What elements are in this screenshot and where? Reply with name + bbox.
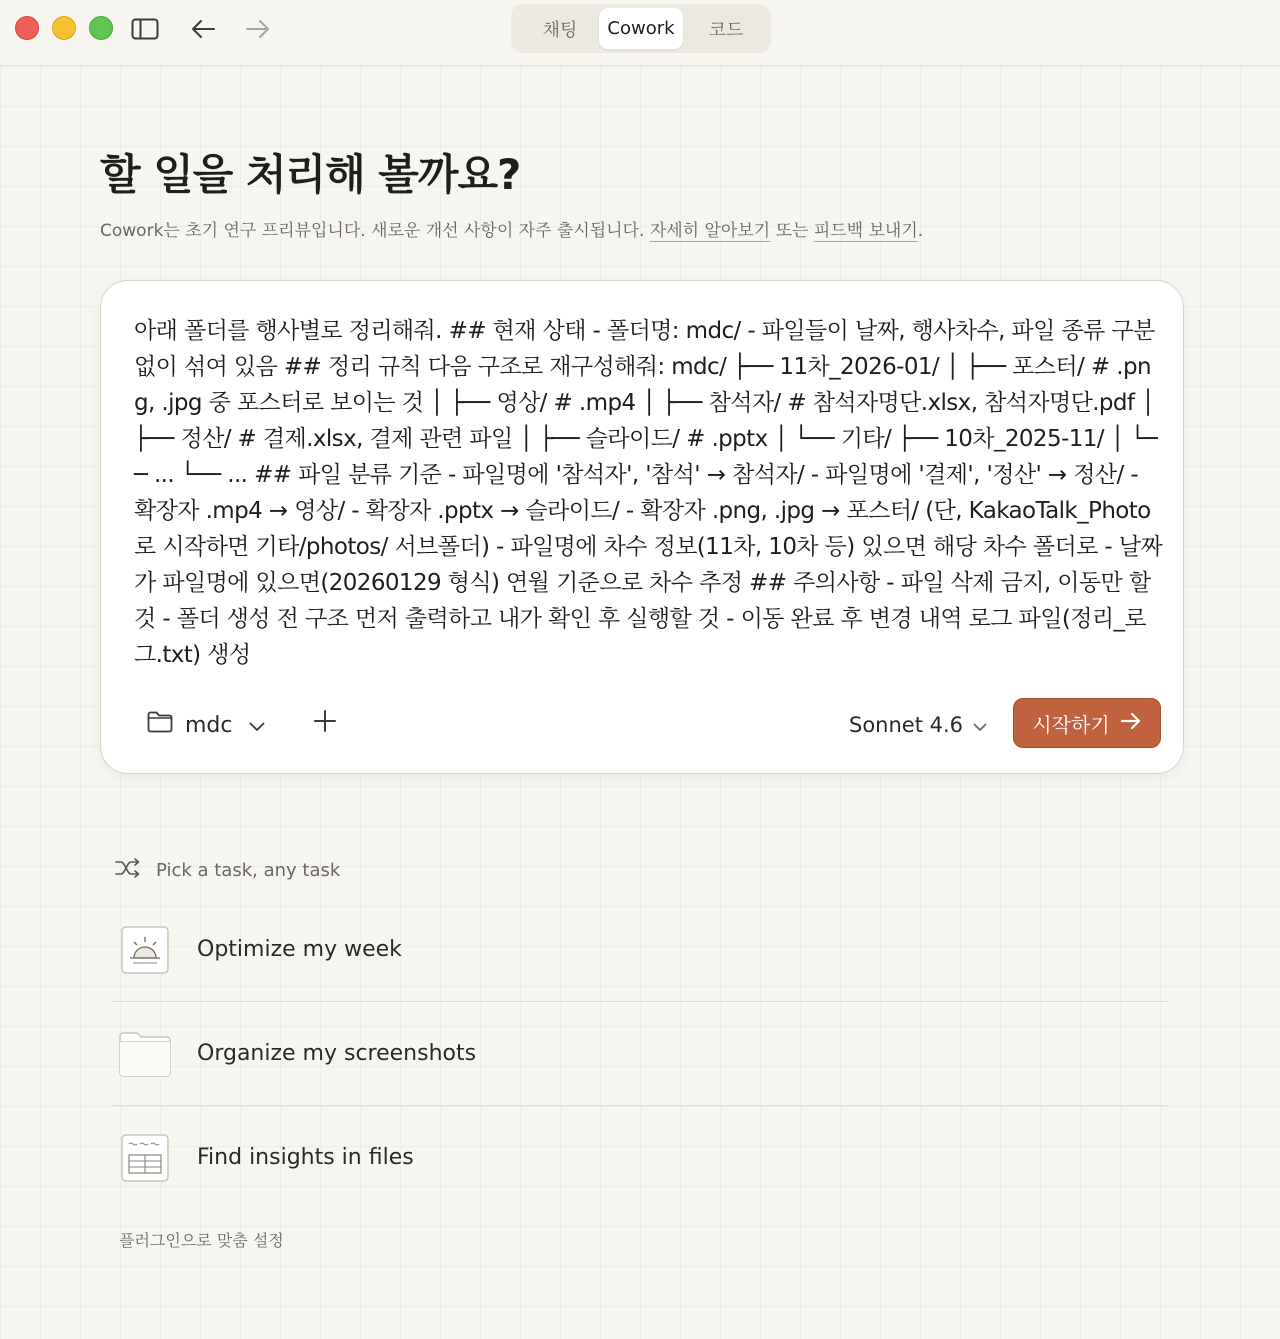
arrow-right-icon — [1120, 711, 1142, 735]
folder-selector[interactable] — [147, 705, 265, 745]
start-button-label: 시작하기 — [1032, 712, 1110, 737]
mode-switcher — [511, 4, 771, 53]
tab-chat[interactable]: 채팅 — [542, 19, 578, 41]
chevron-down-icon — [973, 713, 987, 737]
folder-icon — [147, 711, 173, 739]
page-title: 할 일을 처리해 볼까요? — [100, 150, 521, 199]
prompt-input[interactable]: 아래 폴더를 행사별로 정리해줘. ## 현재 상태 - 폴더명: mdc/ - 파일들이 날짜, 행사차수, 파일 종류 구분 없이 섞여 있음 ## 정리 규칙 다음 구조로 재구성해줘: mdc/ ├── 11차_2026-01/ │ ├── 포스터/ # .png, .jpg 중 포스터로 보이는 것 │ ├── 영상/ # .mp4 │ ├── 참석자/ # 참석자명단.xlsx, 참석자명단.pdf │ ├── 정산/ # 결제.xlsx, 결제 관련 파일 │ ├── 슬라이드/ # .pptx │ └── 기타/ ├── 10차_2025-11/ │ └── ... └── ... ## 파일 분류 기준 - 파일명에 '참석자', '참석' → 참석자/ - 파일명에 '결제', '정산' → 정산/ - 확장자 .mp4 → 영상/ - 확장자 .pptx → 슬라이드/ - 확장자 .png, .jpg → 포스터/ (단, KakaoTalk_Photo로 시작하면 기타/photos/ 서브폴더) - 파일명에 차수 정보(11차, 10차 등) 있으면 해당 차수 폴더로 - 날짜가 파일명에 있으면(20260129 형식) 연월 기준으로 차수 추정 ## 주의사항 - 파일 삭제 금지, 이동만 할 것 - 폴더 생성 전 구조 먼저 출력하고 내가 확인 후 실행할 것 - 이동 완료 후 변경 내역 로그 파일(정리_로그.txt) 생성 — [134, 318, 1163, 668]
task-suggestions-label: Pick a task, any task — [156, 859, 341, 881]
chevron-down-icon — [249, 713, 265, 738]
forward-arrow-icon[interactable] — [243, 14, 273, 44]
subtitle-period: . — [917, 221, 924, 241]
spreadsheet-icon — [117, 1130, 173, 1186]
task-label: Organize my screenshots — [197, 1041, 477, 1066]
zoom-window-button[interactable] — [89, 16, 113, 40]
sidebar-toggle-icon[interactable] — [130, 14, 160, 44]
task-find-insights[interactable] — [112, 1106, 1168, 1209]
prompt-composer — [100, 280, 1184, 774]
folder-icon — [117, 1026, 173, 1082]
task-suggestions-header[interactable] — [114, 856, 340, 884]
folder-name: mdc — [185, 712, 233, 738]
task-organize-screenshots[interactable] — [112, 1002, 1168, 1106]
send-feedback-link[interactable]: 피드백 보내기 — [813, 221, 918, 241]
learn-more-link[interactable]: 자세히 알아보기 — [649, 221, 771, 241]
minimize-window-button[interactable] — [52, 16, 76, 40]
model-name: Sonnet 4.6 — [849, 713, 964, 737]
tab-cowork[interactable]: Cowork — [599, 8, 683, 49]
tab-code[interactable]: 코드 — [708, 19, 744, 41]
subtitle — [100, 216, 923, 241]
customize-with-plugins-link[interactable]: 플러그인으로 맞춤 설정 — [119, 1231, 284, 1250]
subtitle-or-text: 또는 — [770, 221, 814, 241]
add-attachment-button[interactable] — [309, 707, 341, 739]
shuffle-icon — [114, 858, 142, 883]
back-arrow-icon[interactable] — [188, 14, 218, 44]
close-window-button[interactable] — [15, 16, 39, 40]
task-optimize-week[interactable] — [112, 898, 1168, 1002]
sunrise-calendar-icon — [117, 922, 173, 978]
start-button[interactable] — [1013, 698, 1161, 748]
plus-icon — [313, 709, 337, 737]
task-label: Find insights in files — [197, 1145, 414, 1170]
subtitle-text: Cowork는 초기 연구 프리뷰입니다. 새로운 개선 사항이 자주 출시됩니다. — [100, 221, 650, 241]
task-label: Optimize my week — [197, 937, 402, 962]
title-bar — [0, 0, 1280, 66]
model-selector[interactable] — [849, 705, 987, 745]
